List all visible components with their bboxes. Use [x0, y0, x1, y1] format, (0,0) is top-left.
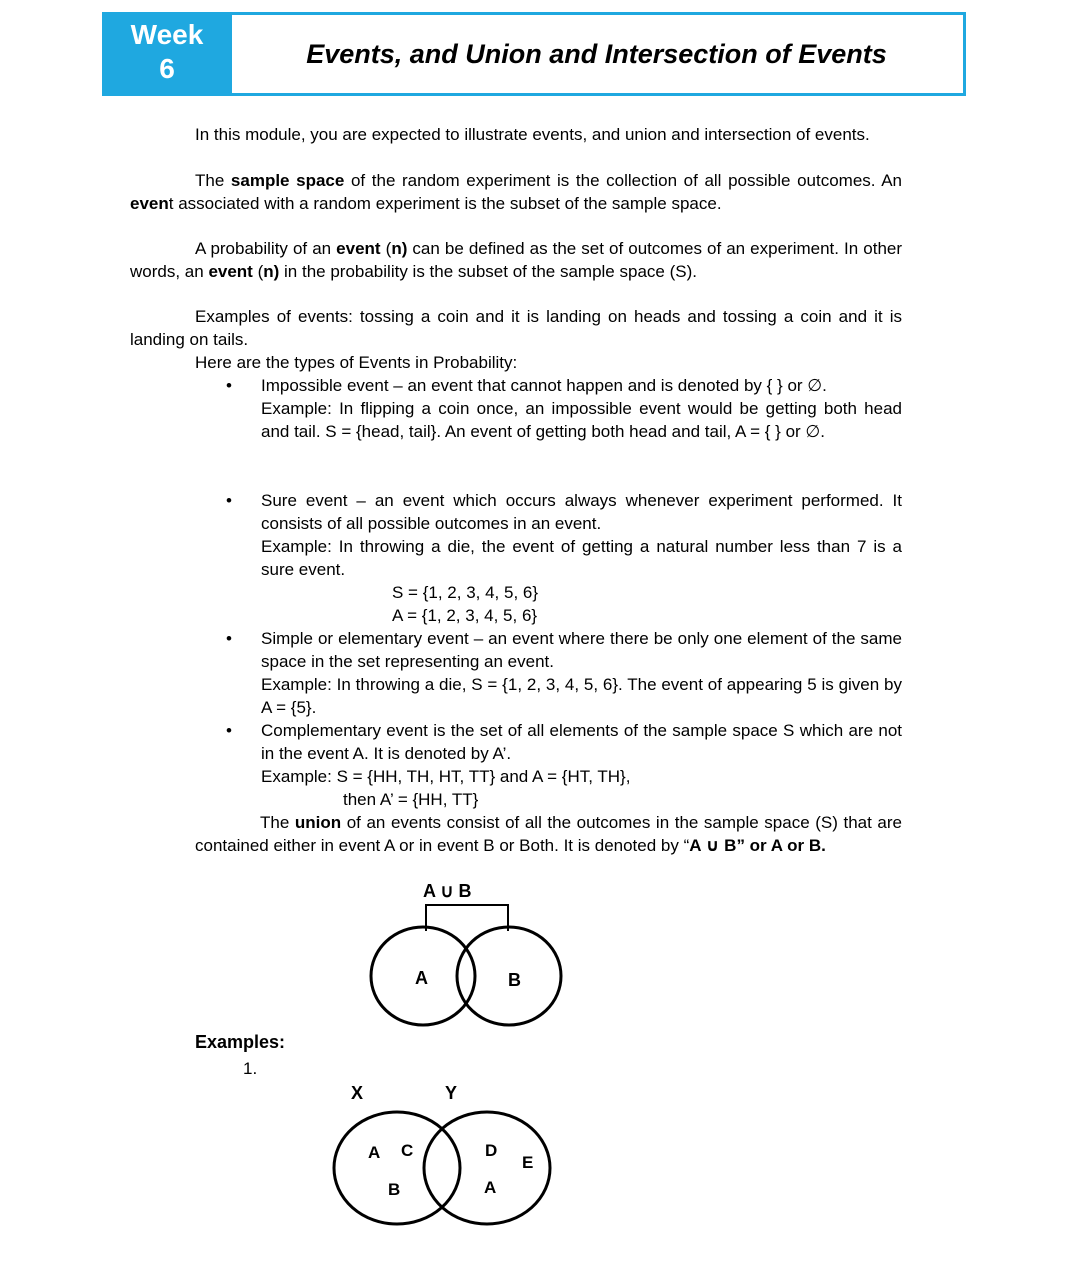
examples-heading: Examples:	[195, 1032, 286, 1052]
bullet-impossible-event	[226, 374, 902, 443]
complementary-result: then A’ = {HH, TT}	[343, 790, 479, 809]
y-element-d: D	[485, 1141, 498, 1160]
intro-paragraph-5: Here are the types of Events in Probability:	[195, 353, 518, 372]
bullet-icon: •	[226, 629, 232, 648]
intro-paragraph-4: Examples of events: tossing a coin and it is landing on heads and tossing a coin and it is landing on tails.	[130, 307, 902, 349]
x-element-b: B	[388, 1180, 401, 1199]
y-element-a: A	[484, 1178, 497, 1197]
bullet-icon: •	[226, 376, 232, 395]
intro-paragraph-2: The sample space of the random experiment is the collection of all possible outcomes. An event associated with a random experiment is the subset of the sample space.	[130, 171, 902, 213]
impossible-definition: Impossible event – an event that cannot happen and is denoted by { } or ∅.	[261, 376, 827, 395]
week-number: 6	[159, 53, 175, 84]
bullet-simple-event	[226, 627, 902, 719]
x-element-c: C	[401, 1141, 414, 1160]
sure-definition: Sure event – an event which occurs always whenever experiment performed. It consists of all possible outcomes in an event.	[261, 491, 902, 533]
venn-label-a: A	[415, 968, 428, 988]
week-label: Week	[130, 19, 204, 50]
impossible-example: Example: In flipping a coin once, an impossible event would be getting both head and tail. S = {head, tail}. An event of getting both head and tail, A = { } or ∅.	[261, 399, 902, 441]
union-paragraph: The union of an events consist of all the outcomes in the sample space (S) that are contained either in event A or in event B or Both. It is denoted by “A ∪ B” or A or B.	[195, 813, 902, 855]
bullet-icon: •	[226, 491, 232, 510]
set-x-label: X	[351, 1083, 364, 1103]
venn-label-b: B	[508, 970, 521, 990]
bullet-icon: •	[226, 721, 232, 740]
y-element-e: E	[522, 1153, 534, 1172]
simple-definition: Simple or elementary event – an event where there be only one element of the same space in the set representing an event.	[261, 629, 902, 671]
example-number-1: 1.	[243, 1059, 258, 1078]
sure-set-a: A = {1, 2, 3, 4, 5, 6}	[392, 606, 538, 625]
intro-paragraph-1: In this module, you are expected to illustrate events, and union and intersection of events.	[195, 125, 870, 144]
bullet-complementary-event	[226, 719, 902, 788]
set-y-label: Y	[445, 1083, 458, 1103]
sure-set-s: S = {1, 2, 3, 4, 5, 6}	[392, 583, 539, 602]
bullet-sure-event	[226, 489, 902, 581]
page-title	[230, 12, 966, 96]
sure-example: Example: In throwing a die, the event of getting a natural number less than 7 is a sure event.	[261, 537, 902, 579]
union-label: A ∪ B	[423, 881, 472, 901]
x-element-a: A	[368, 1143, 381, 1162]
intro-paragraph-3: A probability of an event (n) can be defined as the set of outcomes of an experiment. In other words, an event (n) in the probability is the subset of the sample space (S).	[130, 239, 903, 281]
union-venn-diagram	[360, 875, 580, 1030]
complementary-example: Example: S = {HH, TH, HT, TT} and A = {HT, TH},	[261, 767, 631, 786]
simple-example: Example: In throwing a die, S = {1, 2, 3, 4, 5, 6}. The event of appearing 5 is given by A = {5}.	[261, 675, 902, 717]
page-title-text: Events, and Union and Intersection of Events	[306, 38, 887, 69]
week-badge	[102, 12, 232, 96]
example-venn-diagram	[325, 1075, 565, 1235]
complementary-definition: Complementary event is the set of all elements of the sample space S which are not in the event A. It is denoted by A’.	[261, 721, 902, 763]
